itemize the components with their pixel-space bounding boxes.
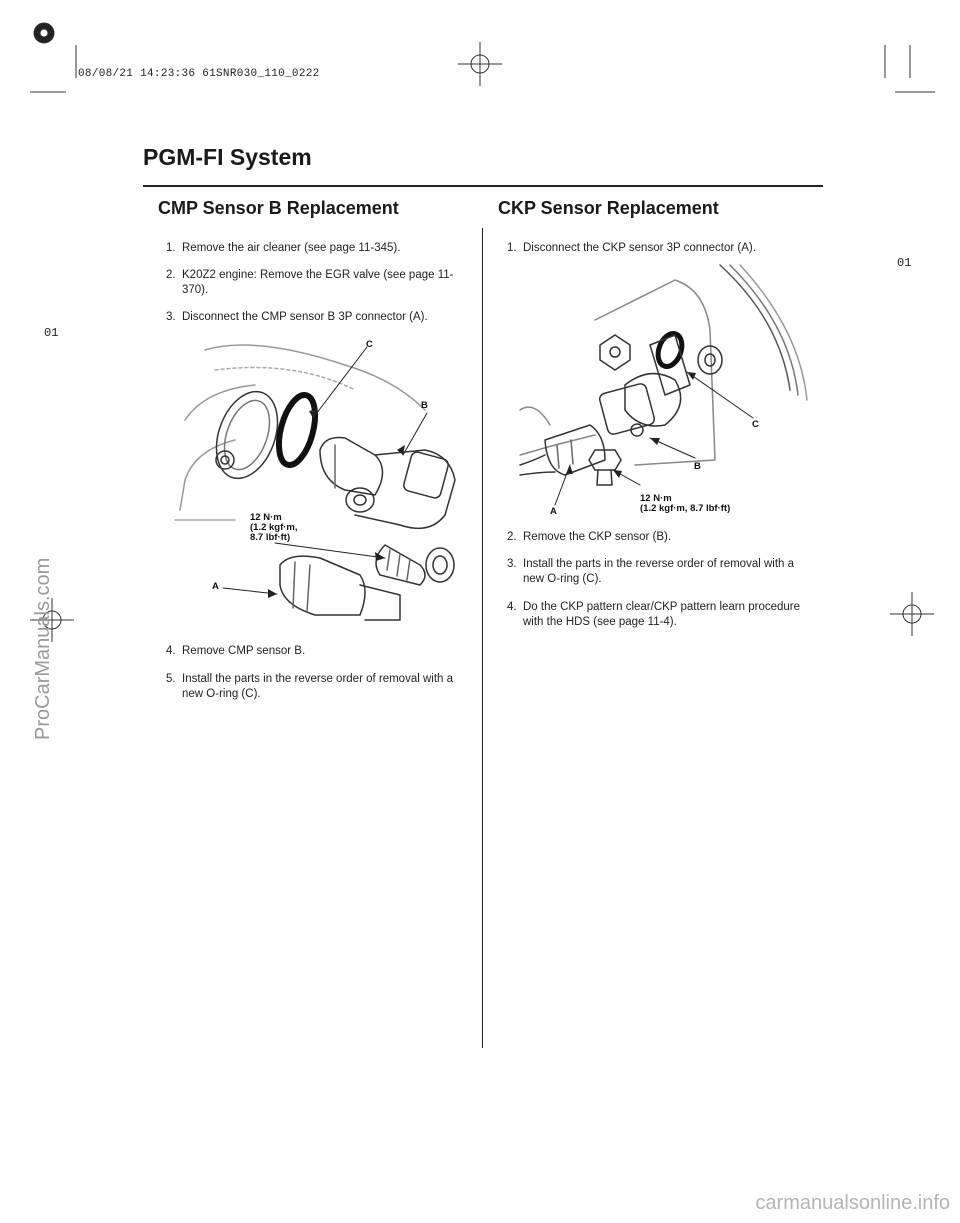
torque-spec: 12 N·m (1.2 kgf·m, 8.7 lbf·ft) — [250, 512, 298, 543]
step-item: 1. Disconnect the CKP sensor 3P connector (A). — [507, 242, 756, 254]
step-item: 4. Do the CKP pattern clear/CKP pattern learn procedure with the HDS (see page 11-4). — [507, 601, 801, 628]
figure-label-a: A — [550, 506, 557, 517]
side-mark-right: 01 — [897, 256, 912, 270]
figure-label-a: A — [212, 581, 219, 592]
print-stamp: 08/08/21 14:23:36 61SNR030_110_0222 — [78, 68, 320, 80]
title-rule — [143, 185, 823, 187]
column-divider — [482, 228, 483, 1048]
step-item: 1. Remove the air cleaner (see page 11-345). — [166, 242, 401, 254]
cmp-sensor-illustration — [175, 330, 475, 610]
page-title: PGM-FI System — [143, 144, 312, 170]
figure-label-b: B — [421, 400, 428, 411]
step-item: 2. Remove the CKP sensor (B). — [507, 531, 672, 543]
step-item: 5. Install the parts in the reverse order of removal with a new O-ring (C). — [166, 673, 454, 700]
figure-label-b: B — [694, 461, 701, 472]
watermark-procarmanuals: ProCarManuals.com — [32, 557, 54, 740]
step-item: 3. Install the parts in the reverse order of removal with a new O-ring (C). — [507, 558, 795, 585]
step-item: 3. Disconnect the CMP sensor B 3P connector (A). — [166, 311, 428, 323]
step-item: 2. K20Z2 engine: Remove the EGR valve (see page 11-370). — [166, 269, 454, 296]
ckp-sensor-illustration — [515, 260, 815, 520]
figure-label-c: C — [366, 339, 373, 350]
figure-label-c: C — [752, 419, 759, 430]
side-mark-left: 01 — [44, 326, 59, 340]
section-title-ckp: CKP Sensor Replacement — [498, 198, 719, 218]
step-item: 4. Remove CMP sensor B. — [166, 645, 306, 657]
torque-spec: 12 N·m (1.2 kgf·m, 8.7 lbf·ft) — [640, 493, 731, 514]
watermark-carmanualsonline: carmanualsonline.info — [755, 1192, 950, 1214]
section-title-cmp: CMP Sensor B Replacement — [158, 198, 399, 218]
